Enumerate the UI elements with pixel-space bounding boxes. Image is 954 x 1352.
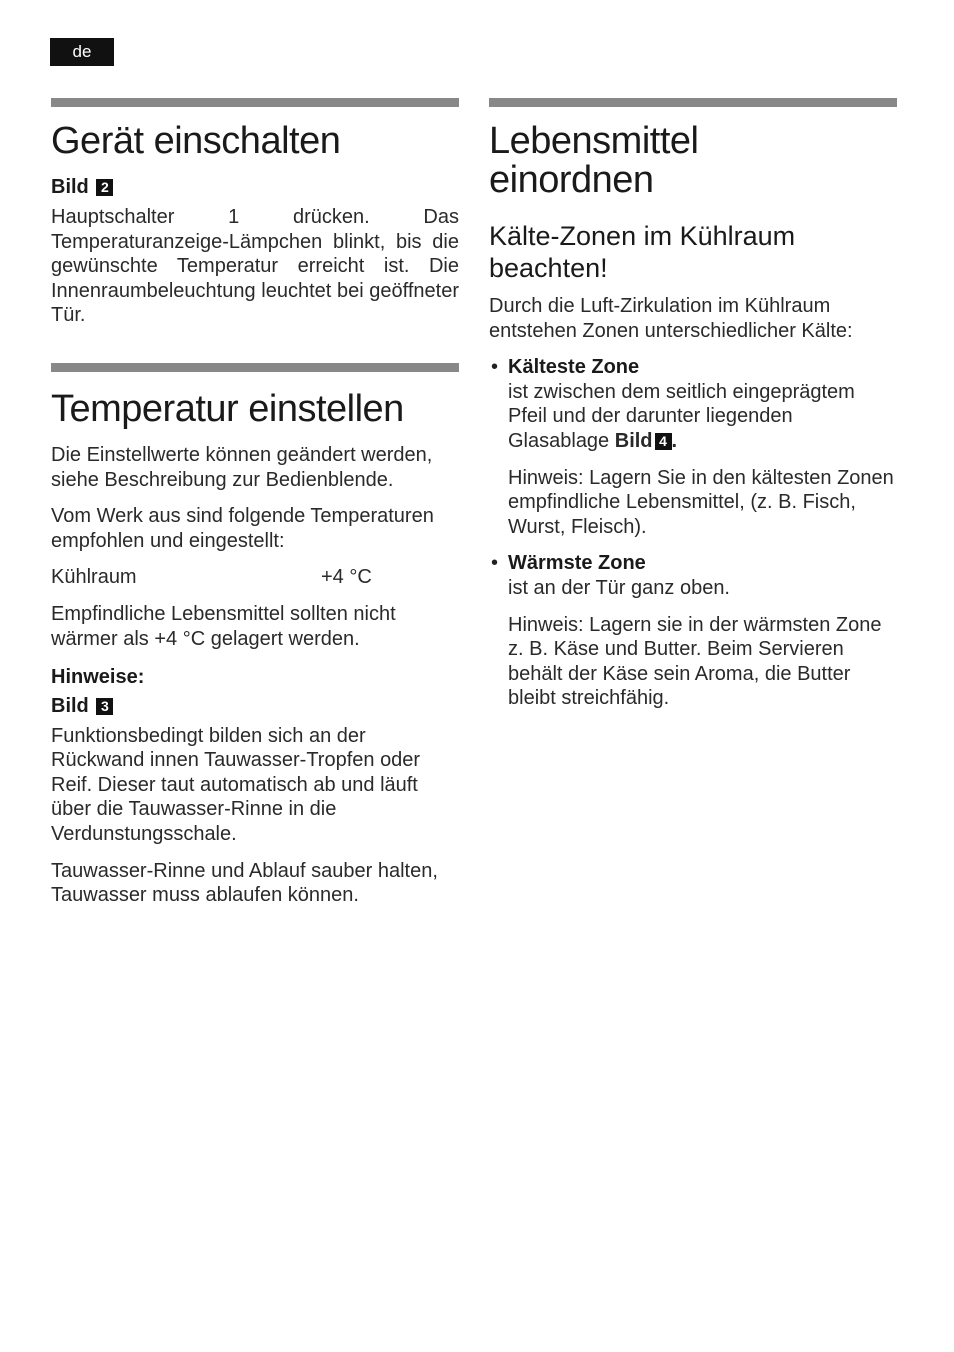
section-divider-bar bbox=[51, 363, 459, 372]
paragraph: Funktionsbedingt bilden sich an der Rückwand innen Tauwasser-Tropfen oder Reif. Dieser taut automatisch ab und läuft über die Tauwasser-Rinne in die Verdunstungsschale. bbox=[51, 724, 421, 845]
temperature-value: +4 °C bbox=[321, 566, 372, 589]
note: Hinweis: Lagern Sie in den kältesten Zonen empfindliche Lebensmittel, (z. B. Fisch, Wurst, Fleisch). bbox=[508, 466, 894, 538]
section-lebensmittel-einordnen bbox=[489, 98, 897, 711]
section-title: Temperatur einstellen bbox=[51, 388, 404, 430]
paragraph: Hauptschalter 1 drücken. Das Temperaturanzeige-Lämpchen blinkt, bis die gewünschte Temperatur erreicht ist. Die Innenraumbeleuchtung leuchtet bei geöffneter Tür. bbox=[51, 206, 459, 327]
note: Hinweis: Lagern sie in der wärmsten Zone z. B. Käse und Butter. Beim Servieren behält der Käse sein Aroma, die Butter bleibt streichfähig. bbox=[508, 613, 882, 710]
temperature-row bbox=[51, 565, 459, 590]
section-title: Gerät einschalten bbox=[51, 120, 341, 162]
period: . bbox=[671, 429, 678, 452]
zone-heading: Kälteste Zone bbox=[508, 356, 640, 379]
bullet-icon: • bbox=[491, 356, 499, 379]
figure-label: Bild bbox=[614, 429, 653, 452]
section-title bbox=[489, 122, 897, 200]
section-title-line1: Lebensmittel bbox=[489, 120, 699, 162]
section-geraet-einschalten bbox=[51, 98, 459, 328]
figure-label: Bild bbox=[51, 694, 89, 717]
zone-heading: Wärmste Zone bbox=[508, 552, 646, 575]
subsection-title-line1: Kälte-Zonen im Kühlraum bbox=[489, 221, 796, 251]
paragraph bbox=[508, 380, 897, 454]
paragraph: Die Einstellwerte können geändert werden, siehe Beschreibung zur Bedienblende. bbox=[51, 444, 433, 491]
section-divider-bar bbox=[51, 98, 459, 107]
paragraph: Durch die Luft-Zirkulation im Kühlraum entstehen Zonen unterschiedlicher Kälte: bbox=[489, 295, 853, 342]
temperature-label: Kühlraum bbox=[51, 566, 137, 589]
zone-text: ist zwischen dem seitlich eingeprägtem Pfeil und der darunter liegenden Glasablage bbox=[508, 380, 855, 452]
figure-number-badge: 3 bbox=[96, 698, 113, 715]
section-title-line2: einordnen bbox=[489, 159, 654, 201]
list-item bbox=[489, 355, 897, 539]
paragraph: Vom Werk aus sind folgende Temperaturen empfohlen und eingestellt: bbox=[51, 505, 434, 552]
figure-number-badge: 4 bbox=[655, 433, 672, 450]
figure-reference bbox=[51, 175, 459, 200]
paragraph: Tauwasser-Rinne und Ablauf sauber halten, Tauwasser muss ablaufen können. bbox=[51, 859, 438, 907]
figure-reference bbox=[51, 694, 459, 719]
subsection-title-line2: beachten! bbox=[489, 253, 608, 283]
list-item bbox=[489, 551, 897, 711]
figure-number-badge: 2 bbox=[96, 179, 113, 196]
section-divider-bar bbox=[489, 98, 897, 107]
paragraph: ist an der Tür ganz oben. bbox=[508, 576, 730, 599]
paragraph: Empfindliche Lebensmittel sollten nicht wärmer als +4 °C gelagert werden. bbox=[51, 603, 396, 650]
figure-label: Bild bbox=[51, 176, 89, 198]
hinweise-heading: Hinweise: bbox=[51, 665, 145, 688]
language-tag: de bbox=[50, 38, 114, 66]
bullet-icon: • bbox=[491, 552, 499, 575]
section-temperatur-einstellen bbox=[51, 363, 459, 908]
subsection-title bbox=[489, 220, 897, 284]
